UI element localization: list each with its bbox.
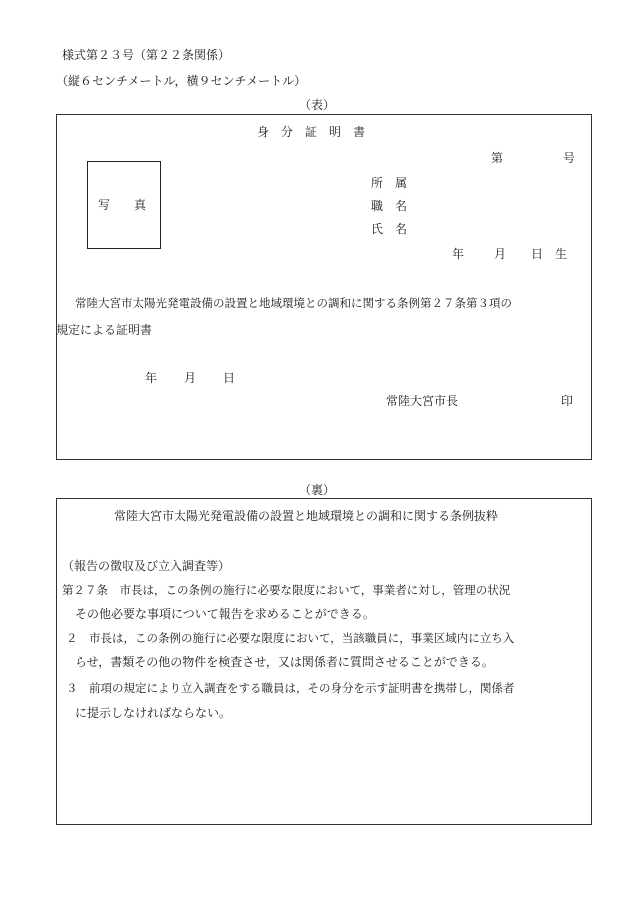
front-label: （表） xyxy=(299,98,336,112)
issue-year: 年 xyxy=(145,371,158,385)
position-label: 職 名 xyxy=(371,199,408,213)
form-number: 様式第２３号（第２２条関係） xyxy=(62,48,231,62)
paragraph-3-line2: に提示しなければならない。 xyxy=(75,706,232,720)
back-title: 常陸大宮市太陽光発電設備の設置と地域環境との調和に関する条例抜粋 xyxy=(114,509,499,523)
paragraph-2-line2: らせ，書類その他の物件を検査させ，又は関係者に質問させることができる。 xyxy=(75,655,494,669)
back-label: （裏） xyxy=(299,483,336,497)
photo-box xyxy=(87,161,161,249)
issue-day: 日 xyxy=(223,371,236,385)
number-prefix: 第 xyxy=(491,151,504,165)
birth-year: 年 xyxy=(452,247,465,261)
size-note: （縦６センチメートル，横９センチメートル） xyxy=(56,74,307,88)
article-caption: （報告の徴収及び立入調査等） xyxy=(62,559,231,573)
statement-line1: 常陸大宮市太陽光発電設備の設置と地域環境との調和に関する条例第２７条第３項の xyxy=(75,296,512,310)
statement-line2: 規定による証明書 xyxy=(56,323,153,337)
birth-month: 月 xyxy=(494,247,507,261)
photo-label: 写 真 xyxy=(98,198,147,212)
number-suffix: 号 xyxy=(563,151,576,165)
article-27-line2: その他必要な事項について報告を求めることができる。 xyxy=(75,607,375,621)
birth-day: 日 生 xyxy=(531,247,568,261)
paragraph-3-line1: ３ 前項の規定により立入調査をする職員は，その身分を示す証明書を携帯し，関係者 xyxy=(66,681,515,695)
front-title: 身 分 証 明 書 xyxy=(257,125,366,139)
name-label: 氏 名 xyxy=(371,222,408,236)
paragraph-2-line1: ２ 市長は，この条例の施行に必要な限度において，当該職員に，事業区域内に立ち入 xyxy=(66,631,515,645)
issuer: 常陸大宮市長 xyxy=(386,394,459,408)
issue-month: 月 xyxy=(184,371,197,385)
article-27-line1: 第２７条 市長は，この条例の施行に必要な限度において，事業者に対し，管理の状況 xyxy=(62,583,511,597)
affiliation-label: 所 属 xyxy=(371,176,408,190)
seal: 印 xyxy=(561,394,574,408)
